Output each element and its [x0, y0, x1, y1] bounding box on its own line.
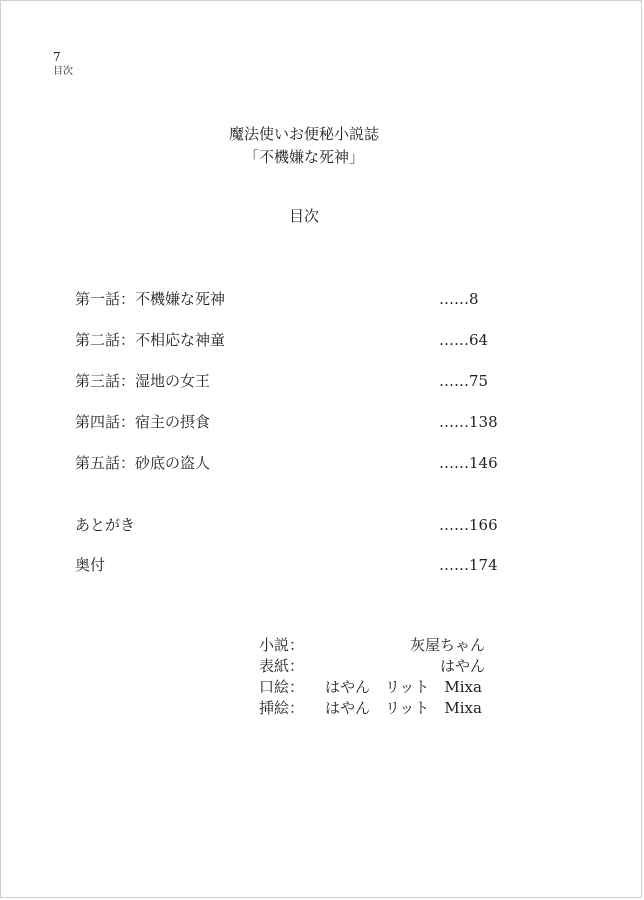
toc-entry-page: ……138	[439, 413, 498, 431]
toc-entry-label: 第四話：宿主の摂食	[75, 413, 211, 431]
credit-novel	[259, 635, 489, 656]
credit-value: はやん リット Mixa	[325, 699, 482, 717]
toc-entry-5	[75, 453, 505, 473]
toc-entry-label: 第二話：不相応な神童	[75, 331, 226, 349]
magazine-title: 魔法使いお便秘小説誌	[228, 125, 379, 143]
credits-block	[259, 635, 489, 719]
toc-entry-page: ……166	[439, 516, 498, 534]
toc-entry-page: ……8	[439, 290, 479, 308]
toc-entry-label: 第五話：砂底の盗人	[75, 454, 211, 472]
credit-label: 口絵：	[259, 678, 305, 696]
toc-entry-1	[75, 289, 505, 309]
toc-entry-2	[75, 330, 505, 350]
toc-entry-afterword	[75, 515, 505, 535]
credit-cover	[259, 656, 489, 677]
credit-value: はやん リット Mixa	[325, 678, 482, 696]
running-header: 目次	[53, 66, 73, 77]
work-title: 「不機嫌な死神」	[243, 148, 364, 166]
toc-entry-label: 奥付	[75, 556, 106, 574]
toc-entry-label: あとがき	[75, 516, 136, 534]
toc-entry-4	[75, 412, 505, 432]
credit-label: 挿絵：	[259, 699, 305, 717]
toc-entry-page: ……146	[439, 454, 498, 472]
toc-entry-page: ……75	[439, 372, 489, 390]
toc-entry-colophon	[75, 555, 505, 575]
credit-label: 小説：	[259, 636, 305, 654]
toc-entry-page: ……64	[439, 331, 489, 349]
credit-value: 灰屋ちゃん	[409, 636, 485, 654]
toc-entry-label: 第一話：不機嫌な死神	[75, 290, 226, 308]
credit-value: はやん	[439, 657, 485, 675]
toc-heading: 目次	[288, 207, 319, 225]
credit-illustrations	[259, 698, 489, 719]
page-number: 7	[53, 50, 61, 64]
toc-entry-label: 第三話：湿地の女王	[75, 372, 211, 390]
credit-label: 表紙：	[259, 657, 305, 675]
toc-entry-page: ……174	[439, 556, 498, 574]
toc-entry-3	[75, 371, 505, 391]
credit-frontispiece	[259, 677, 489, 698]
